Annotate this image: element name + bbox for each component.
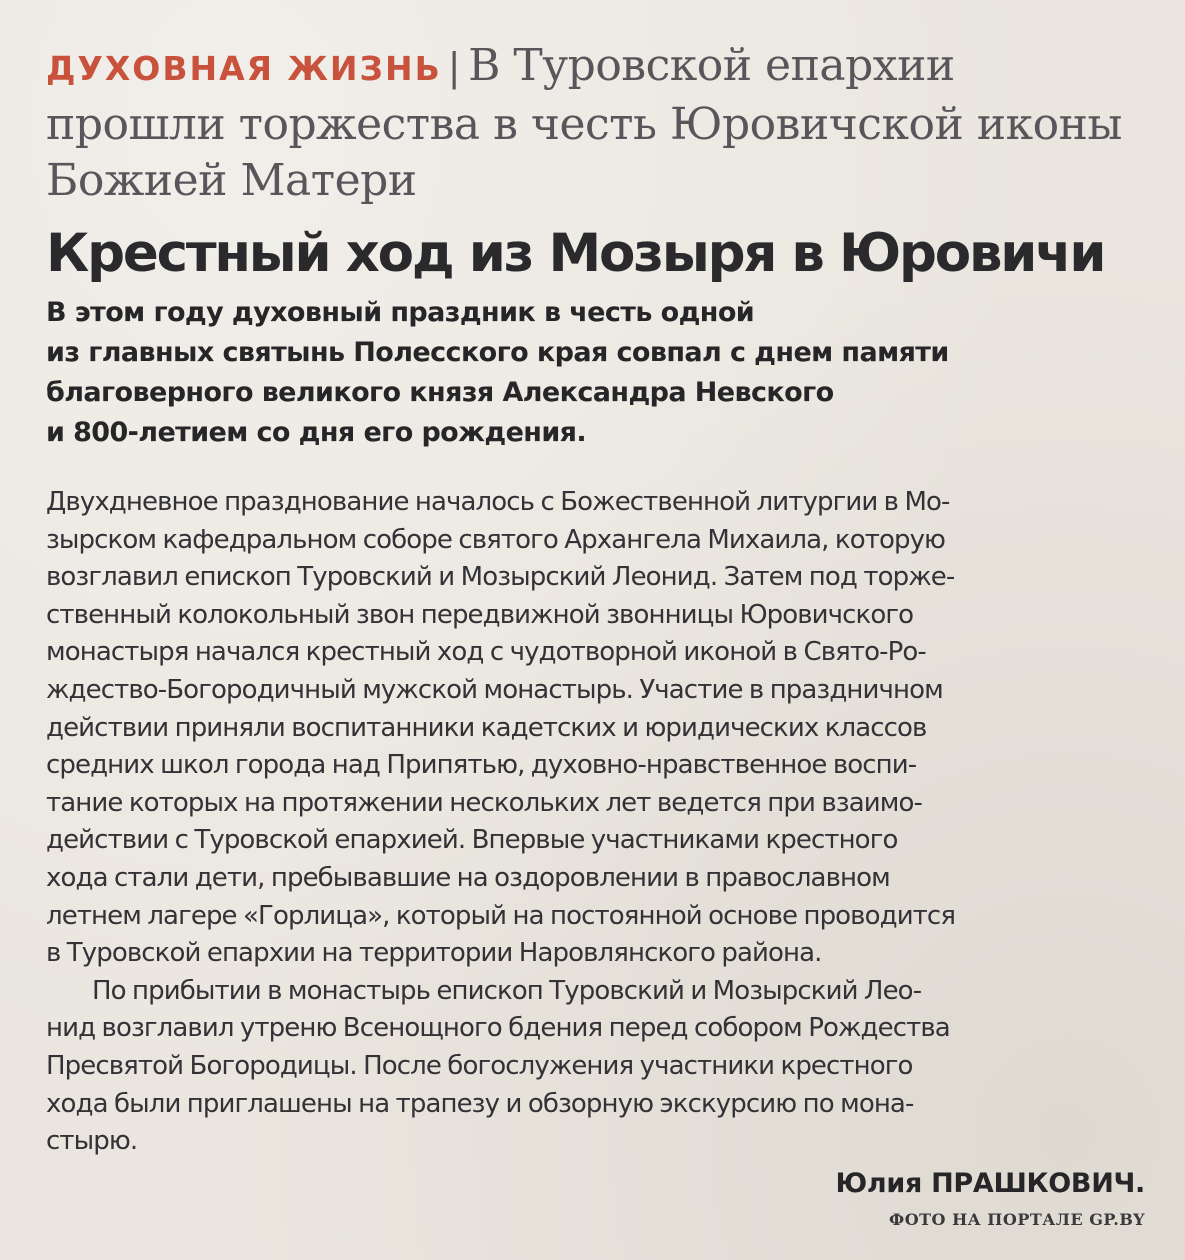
rubric-label: ДУХОВНАЯ ЖИЗНЬ xyxy=(46,49,442,88)
body-line: По прибытии в монастырь епископ Туровский и Мозырский Лео- xyxy=(92,975,922,1006)
body-line: Пресвятой Богородицы. После богослужения участники крестного xyxy=(46,1050,913,1081)
lead-line: из главных святынь Полесского края совпал с днем памяти xyxy=(46,337,949,368)
body-line: летнем лагере «Горлица», который на постоянной основе проводится xyxy=(46,900,956,931)
body-line: действии с Туровской епархией. Впервые участниками крестного xyxy=(46,825,898,856)
body-line: монастыря начался крестный ход с чудотворной иконой в Свято-Ро- xyxy=(46,637,926,668)
body-line: Двухдневное празднование началось с Божественной литургии в Мо- xyxy=(46,487,950,517)
subtitle-line-2: прошли торжества в честь Юровичской иконы xyxy=(46,99,1122,150)
body-line: средних школ города над Припятью, духовно-нравственное воспи- xyxy=(46,750,917,781)
body-line: ственный колокольный звон передвижной звонницы Юровичского xyxy=(46,599,914,630)
rubric-separator: | xyxy=(447,45,461,89)
lead-paragraph xyxy=(46,293,1146,453)
body-line: нид возглавил утреню Всенощного бдения перед собором Рождества xyxy=(46,1013,950,1044)
lead-line: В этом году духовный праздник в честь одной xyxy=(46,297,755,328)
article-header xyxy=(46,38,1146,97)
photo-credit: ФОТО НА ПОРТАЛЕ GP.BY xyxy=(889,1210,1145,1229)
body-line: действии приняли воспитанники кадетских и юридических классов xyxy=(46,712,927,743)
body-line: ждество-Богородичный мужской монастырь. Участие в праздничном xyxy=(46,674,943,705)
body-line: хода были приглашены на трапезу и обзорную экскурсию по мона- xyxy=(46,1088,914,1119)
body-line: хода стали дети, пребывавшие на оздоровлении в православном xyxy=(46,862,890,893)
body-line: зырском кафедральном соборе святого Архангела Михаила, которую xyxy=(46,524,946,555)
author-byline: Юлия ПРАШКОВИЧ. xyxy=(835,1168,1145,1199)
body-text xyxy=(46,484,1146,1161)
subtitle-line-1: В Туровской епархии xyxy=(468,40,955,91)
article xyxy=(46,38,1146,1161)
body-line: в Туровской епархии на территории Наровлянского района. xyxy=(46,938,822,969)
headline: Крестный ход из Мозыря в Юровичи xyxy=(46,223,1105,284)
subtitle-line-3: Божией Матери xyxy=(46,155,417,206)
lead-line: благоверного великого князя Александра Невского xyxy=(46,377,834,408)
lead-line: и 800-летием со дня его рождения. xyxy=(46,417,587,448)
body-line: тание которых на протяжении нескольких лет ведется при взаимо- xyxy=(46,787,922,818)
body-line: возглавил епископ Туровский и Мозырский Леонид. Затем под торже- xyxy=(46,562,955,593)
body-line: стырю. xyxy=(46,1126,138,1157)
